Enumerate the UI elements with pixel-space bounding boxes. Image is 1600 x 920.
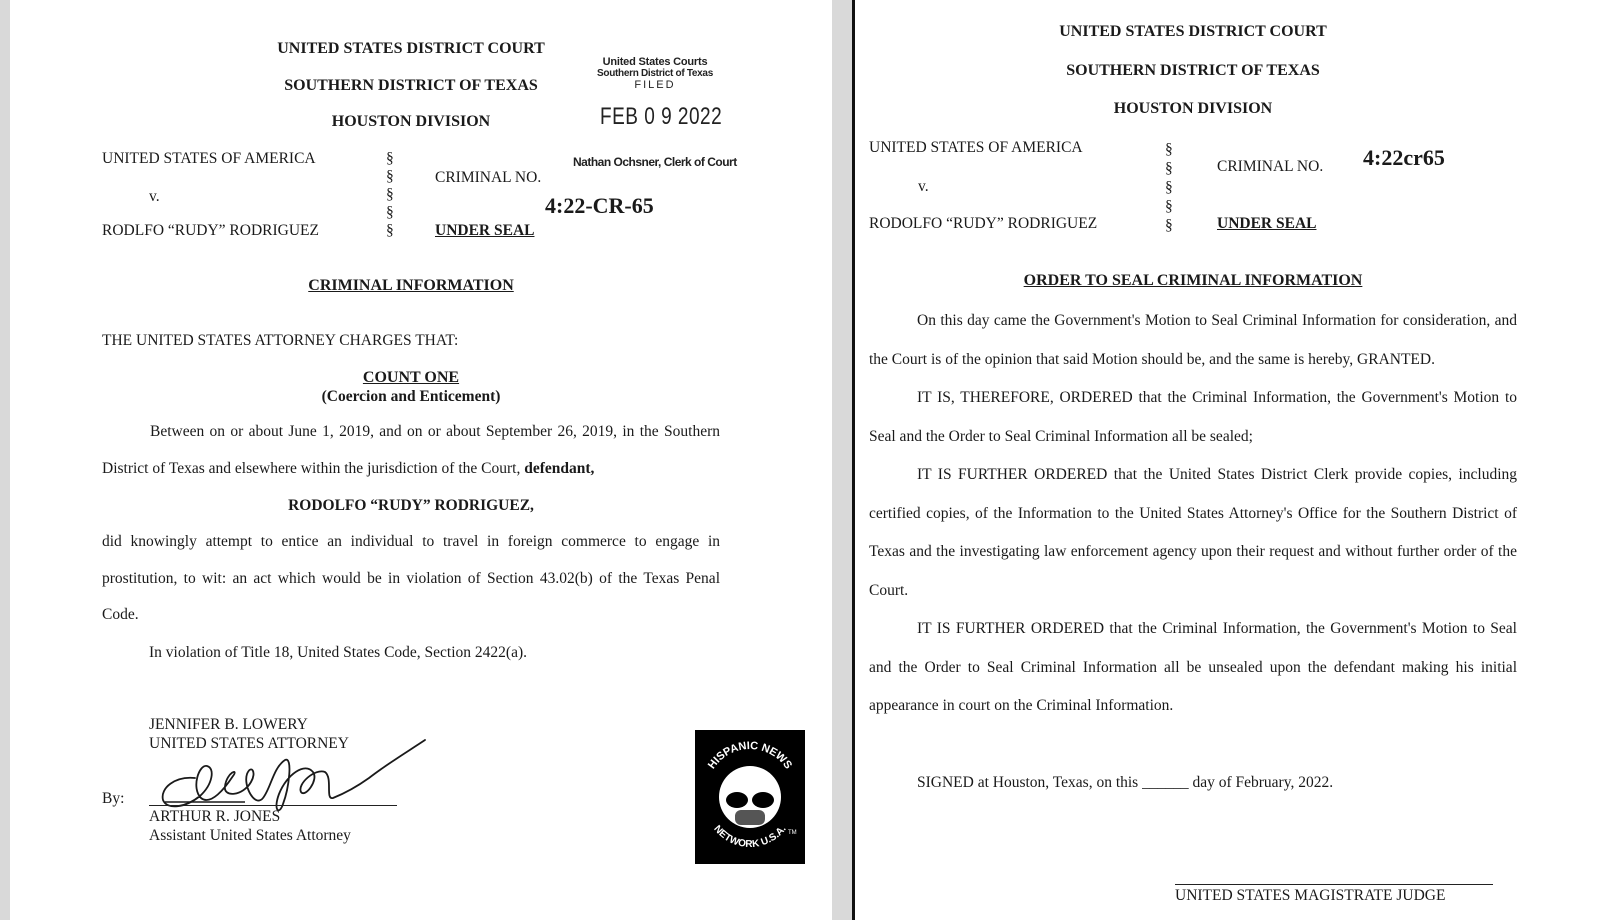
section-marks [386,150,394,240]
court-name: UNITED STATES DISTRICT COURT [277,40,545,57]
criminal-information-page [10,0,832,920]
statute-paragraph: In violation of Title 18, United States Code, Section 2422(a). [149,644,527,661]
caption-defendant: RODLFO “RUDY” RODRIGUEZ [102,222,319,239]
assistant-attorney-name: ARTHUR R. JONES [149,808,281,825]
section-mark: § [386,168,394,185]
section-mark: § [1165,179,1173,196]
count-title: COUNT ONE [362,369,460,386]
us-attorney-title: UNITED STATES ATTORNEY [149,735,349,752]
us-attorney-name: JENNIFER B. LOWERY [149,716,308,733]
paragraph-text: IT IS FURTHER ORDERED that the United States District Clerk provide copies, including certified copies, of the Information to the United States Attorney's Office for the Southern District of Texas and the investigating law enforcement agency upon their request and without further order of the Court. [869,466,1517,599]
paragraph-text: Between on or about June 1, 2019, and on or about September 26, 2019, in the Southern District of Texas and elsewhere within the jurisdiction of the Court, [102,423,720,477]
section-mark: § [1165,217,1173,234]
hispanic-news-network-logo [695,730,805,864]
section-mark: § [1165,160,1173,177]
logo-bottom-text: NETWORK U.S.A. [711,823,789,851]
defendant-label: defendant, [524,459,595,477]
signature-line [149,805,397,806]
section-mark: § [1165,141,1173,158]
assistant-attorney-title: Assistant United States Attorney [149,827,351,844]
stamp-line-2: Southern District of Texas [597,68,713,79]
count-subtitle: (Coercion and Enticement) [321,388,501,405]
stamp-line-1: United States Courts [602,56,708,68]
section-mark: § [386,204,394,221]
stamp-filed: FILED [634,79,676,91]
logo-emblem-icon [695,730,805,864]
court-district: SOUTHERN DISTRICT OF TEXAS [284,77,538,94]
document-title: ORDER TO SEAL CRIMINAL INFORMATION [1023,272,1363,289]
order-paragraph-4 [869,610,1517,726]
paragraph-text: IT IS, THEREFORE, ORDERED that the Criminal Information, the Government's Motion to Seal and the Order to Seal Criminal Information all be sealed; [869,389,1517,445]
logo-trademark: TM [788,830,797,836]
case-number: 4:22-CR-65 [545,193,654,218]
caption-defendant: RODOLFO “RUDY” RODRIGUEZ [869,215,1098,232]
court-division: HOUSTON DIVISION [1113,100,1273,117]
case-number: 4:22cr65 [1363,145,1445,170]
section-mark: § [1165,198,1173,215]
section-marks [1165,140,1173,235]
caption-plaintiff: UNITED STATES OF AMERICA [869,139,1083,156]
filed-stamp [585,56,725,91]
order-paragraph-2 [869,379,1517,456]
court-division: HOUSTON DIVISION [331,113,491,130]
court-district: SOUTHERN DISTRICT OF TEXAS [1066,62,1320,79]
count-paragraph-2: did knowingly attempt to entice an individual to travel in foreign commerce to engage in prostitution, to wit: an act which would be in violation of Section 43.02(b) of the Texas Penal Code. [102,533,720,623]
caption-versus: v. [918,178,929,195]
order-paragraph-1 [869,302,1517,379]
judge-title: UNITED STATES MAGISTRATE JUDGE [1175,887,1446,904]
caption-versus: v. [149,188,160,205]
court-name: UNITED STATES DISTRICT COURT [1059,23,1327,40]
caption-plaintiff: UNITED STATES OF AMERICA [102,150,316,167]
defendant-name: RODOLFO “RUDY” RODRIGUEZ, [288,497,534,514]
order-paragraph-3 [869,456,1517,610]
charges-intro: THE UNITED STATES ATTORNEY CHARGES THAT: [102,332,459,349]
stamp-clerk: Nathan Ochsner, Clerk of Court [573,155,737,169]
criminal-no-label: CRIMINAL NO. [1217,158,1324,175]
criminal-no-label: CRIMINAL NO. [435,169,542,186]
under-seal: UNDER SEAL [435,222,535,239]
stamp-date: FEB 0 9 2022 [600,104,723,131]
section-mark: § [386,222,394,239]
count-paragraph-1 [102,414,720,487]
section-mark: § [386,186,394,203]
document-title: CRIMINAL INFORMATION [308,277,514,294]
signed-line: SIGNED at Houston, Texas, on this ______ day of February, 2022. [917,774,1334,791]
paragraph-text: On this day came the Government's Motion to Seal Criminal Information for consideration, and the Court is of the opinion that said Motion should be, and the same is hereby, GRANTED. [869,312,1517,368]
under-seal: UNDER SEAL [1217,215,1317,232]
judge-signature-line [1175,884,1493,885]
logo-top-text: HISPANIC NEWS [705,739,795,772]
by-label: By: [102,790,125,807]
order-to-seal-page [852,0,1600,920]
section-mark: § [386,150,394,167]
paragraph-text: IT IS FURTHER ORDERED that the Criminal Information, the Government's Motion to Seal and the Order to Seal Criminal Information all be unsealed upon the defendant making his initial appearance in court on the Criminal Information. [869,620,1517,714]
